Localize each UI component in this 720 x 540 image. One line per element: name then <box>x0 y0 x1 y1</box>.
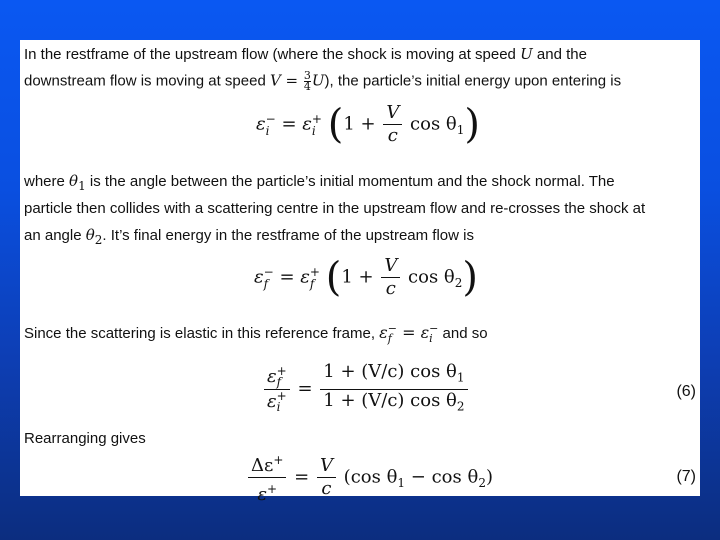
math-symbol: ε <box>257 484 267 505</box>
close-paren: ) <box>464 101 480 148</box>
superscript: + <box>311 111 322 126</box>
paragraph-line: particle then collides with a scattering centre in the upstream flow and re-crosses the shock at <box>24 200 646 217</box>
subsup <box>388 324 397 344</box>
superscript: − <box>387 322 397 336</box>
superscript: + <box>309 264 320 279</box>
paragraph-line <box>24 324 488 344</box>
math-symbol: θ <box>69 172 79 190</box>
open-paren: ( <box>325 254 342 301</box>
superscript: + <box>276 388 287 403</box>
math-symbol: ε <box>379 323 388 342</box>
subscript: i <box>265 123 270 138</box>
math-expression: cos θ <box>404 113 457 135</box>
superscript: − <box>429 322 439 336</box>
superscript: − <box>265 111 276 126</box>
math-expression: − cos θ <box>405 466 479 488</box>
math-expression: V = <box>269 71 303 90</box>
fraction-numerator <box>264 363 290 390</box>
subsup <box>276 388 287 414</box>
fraction <box>383 103 402 146</box>
text-span: where <box>24 173 70 190</box>
subscript: 2 <box>478 476 486 491</box>
subscript: 1 <box>456 370 465 385</box>
subscript: f <box>276 374 282 389</box>
math-symbol: ε <box>267 365 277 387</box>
equals-sign: = <box>297 378 319 400</box>
fraction-denominator <box>264 390 290 413</box>
text-span: ), the particle’s initial energy upon entering is <box>324 72 622 90</box>
text-span: is the angle between the particle’s initial momentum and the shock normal. The <box>85 173 615 190</box>
fraction <box>317 456 336 499</box>
subscript: 1 <box>78 179 86 193</box>
open-paren: ( <box>327 101 344 148</box>
subscript: 2 <box>454 276 463 291</box>
subscript: i <box>429 332 433 346</box>
fraction <box>320 362 467 416</box>
superscript: + <box>267 482 278 496</box>
fraction <box>381 256 400 299</box>
superscript: − <box>263 264 274 279</box>
math-expression: = ε <box>275 113 312 135</box>
subsup <box>264 266 274 290</box>
close-paren: ) <box>462 254 478 301</box>
math-expression: 1 + (V/c) cos θ <box>323 361 457 382</box>
fraction-denominator <box>254 478 280 505</box>
subsup <box>429 324 438 344</box>
subscript: 2 <box>456 399 465 414</box>
math-symbol: θ <box>85 226 95 244</box>
text-span: and so <box>438 325 488 342</box>
inline-fraction <box>304 71 311 92</box>
fraction-denominator <box>320 390 467 417</box>
math-symbol: ε <box>267 390 277 412</box>
text-span: downstream flow is moving at speed <box>24 72 270 90</box>
fraction-numerator <box>320 362 467 390</box>
text-span: Since the scattering is elastic in this reference frame, <box>24 325 380 342</box>
fraction-numerator: 3 <box>303 69 311 82</box>
paragraph-line <box>24 45 587 64</box>
math-symbol: ε <box>256 113 266 135</box>
subscript: f <box>387 332 392 346</box>
equation-energy-change <box>246 450 493 505</box>
equation-final-energy <box>254 256 478 299</box>
subscript: 1 <box>397 476 406 491</box>
fraction-numerator: V <box>381 256 400 278</box>
subsup <box>266 113 276 137</box>
math-symbol: U <box>520 45 533 63</box>
subscript: f <box>309 276 315 291</box>
text-span: an angle <box>24 227 86 244</box>
fraction-numerator: V <box>317 456 336 478</box>
math-expression: 1 + <box>341 266 380 288</box>
fraction-numerator: V <box>383 103 402 125</box>
text-span: In the restframe of the upstream flow (where the shock is moving at speed <box>24 46 521 63</box>
fraction-numerator <box>248 450 286 478</box>
subsup <box>310 266 320 290</box>
math-symbol: ε <box>254 266 264 288</box>
subscript: f <box>263 276 269 291</box>
equation-number: (7) <box>676 468 696 485</box>
subsup <box>312 113 322 137</box>
content-panel <box>20 40 700 505</box>
equation-energy-ratio <box>262 362 470 416</box>
fraction <box>248 450 286 505</box>
paragraph-line: Rearranging gives <box>24 430 146 447</box>
math-expression: cos θ <box>402 266 455 288</box>
math-expression: = ε <box>396 323 430 342</box>
math-expression: 1 + <box>343 113 382 135</box>
paragraph-line <box>24 226 474 249</box>
math-expression: Δε <box>251 455 274 476</box>
fraction <box>264 363 290 414</box>
equation-number: (6) <box>676 383 696 400</box>
math-expression: 1 + (V/c) cos θ <box>323 389 457 411</box>
equation-initial-energy <box>256 103 480 146</box>
paragraph-line <box>24 172 615 195</box>
math-symbol: U <box>311 71 325 90</box>
subscript: i <box>311 123 316 138</box>
subscript: 1 <box>456 123 465 138</box>
subscript: 2 <box>94 233 103 247</box>
text-span: . It’s final energy in the restframe of the upstream flow is <box>102 227 474 244</box>
fraction-denominator: c <box>387 125 398 146</box>
fraction-denominator: c <box>385 278 396 299</box>
paragraph-line <box>24 71 621 92</box>
subscript: i <box>276 399 281 414</box>
fraction-denominator: 4 <box>303 80 311 93</box>
math-expression: ) <box>485 466 493 488</box>
fraction-denominator: c <box>321 478 332 499</box>
math-expression: (cos θ <box>343 466 398 488</box>
math-expression: = ε <box>273 266 310 288</box>
equals-sign: = <box>294 466 315 488</box>
subsup <box>276 363 287 389</box>
text-span: and the <box>532 46 587 63</box>
superscript: + <box>276 363 287 378</box>
superscript: + <box>273 453 284 467</box>
